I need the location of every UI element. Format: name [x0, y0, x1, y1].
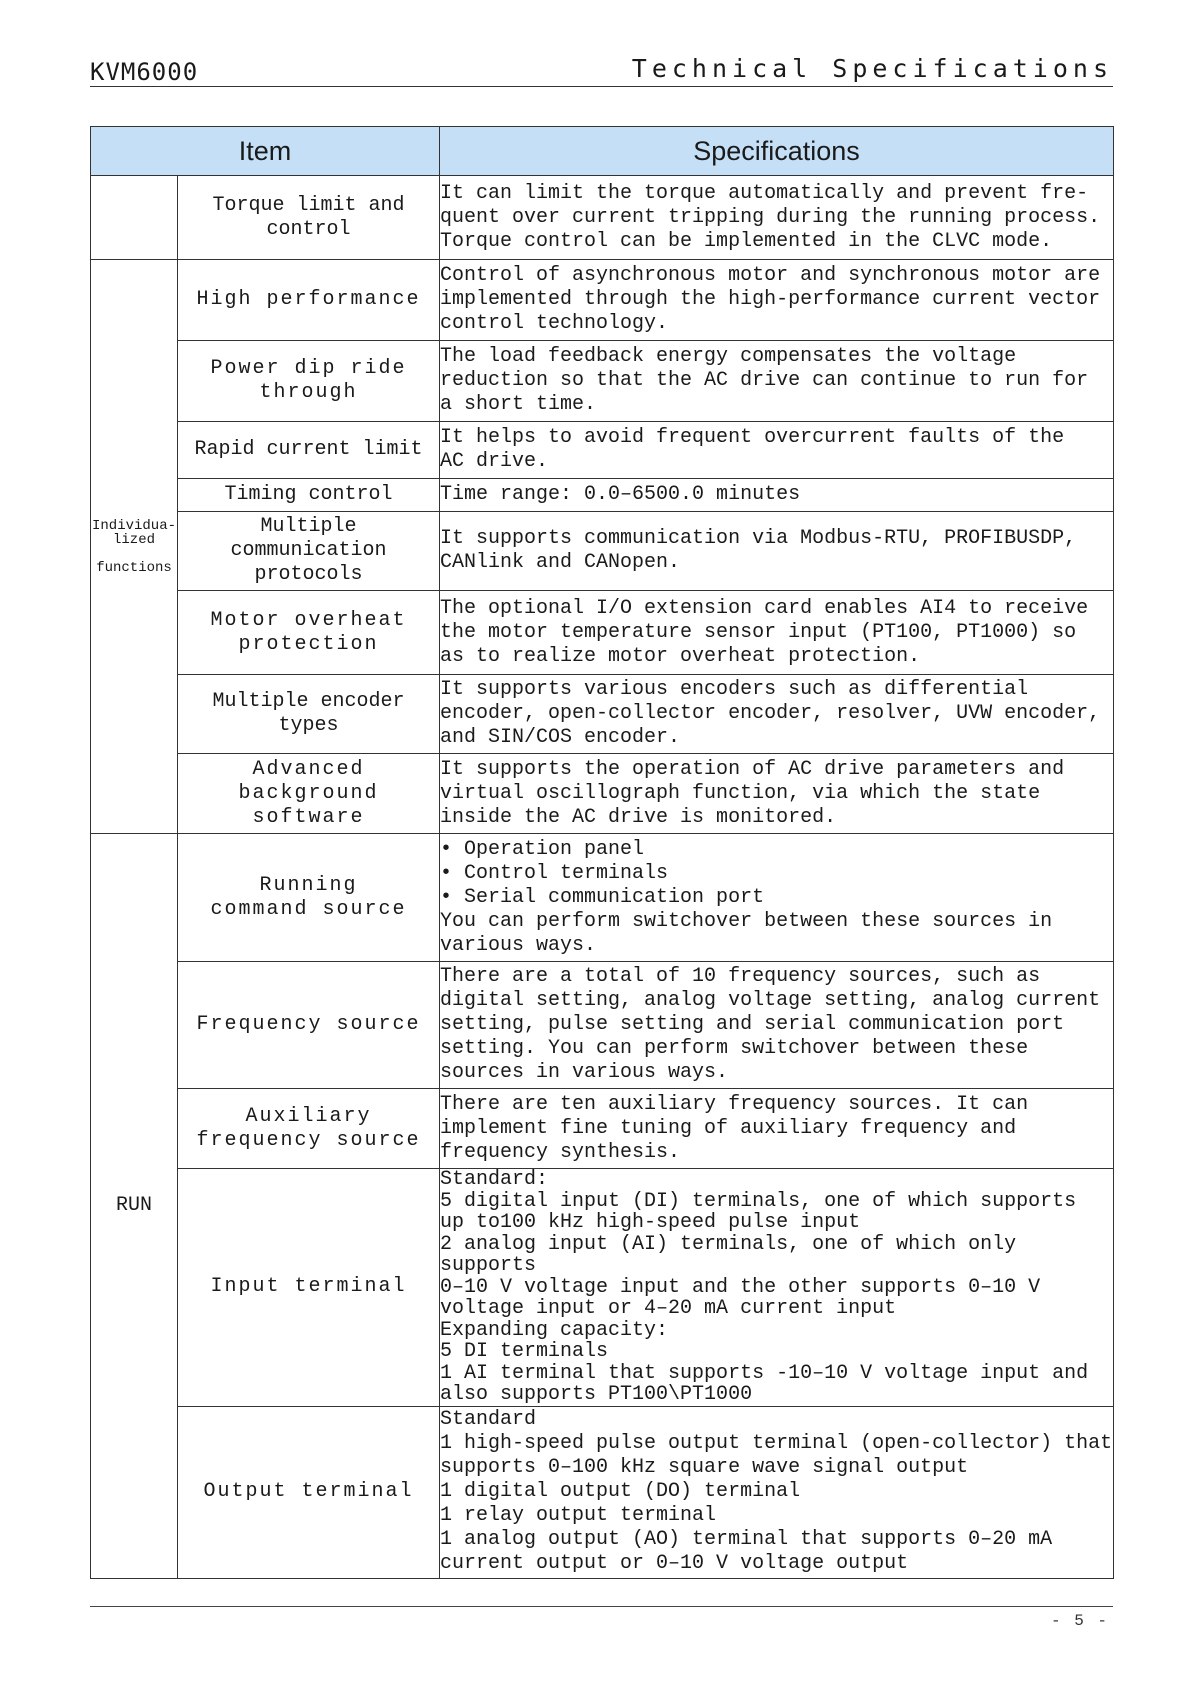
item-cell: Timing control — [178, 479, 440, 512]
table-row — [91, 260, 1114, 341]
table-row — [91, 591, 1114, 675]
category-cell-empty — [91, 176, 178, 260]
item-cell: Running command source — [178, 834, 440, 962]
spec-cell: There are a total of 10 frequency sources, such as digital setting, analog voltage setting, analog current setting, pulse setting and serial communication port setting. You can perform switchover between these sources in various ways. — [440, 962, 1114, 1089]
spec-cell: It supports communication via Modbus-RTU, PROFIBUSDP, CANlink and CANopen. — [440, 512, 1114, 591]
item-cell: High performance — [178, 260, 440, 341]
table-header-row — [91, 127, 1114, 176]
item-cell: Multiple communication protocols — [178, 512, 440, 591]
item-cell: Output terminal — [178, 1406, 440, 1578]
item-cell: Auxiliary frequency source — [178, 1089, 440, 1169]
spec-cell: It supports the operation of AC drive parameters and virtual oscillograph function, via which the state inside the AC drive is monitored. — [440, 754, 1114, 834]
item-cell: Advanced background software — [178, 754, 440, 834]
item-cell: Frequency source — [178, 962, 440, 1089]
product-name: KVM6000 — [90, 58, 199, 86]
item-cell: Motor overheat protection — [178, 591, 440, 675]
section-title: Technical Specifications — [631, 54, 1113, 83]
table-row — [91, 1406, 1114, 1578]
item-cell: Torque limit and control — [178, 176, 440, 260]
item-cell: Power dip ride through — [178, 341, 440, 422]
spec-cell: It can limit the torque automatically and prevent fre- quent over current tripping during the running process. Torque control can be implemented in the CLVC mode. — [440, 176, 1114, 260]
header-divider — [90, 86, 1113, 87]
table-row — [91, 834, 1114, 962]
table-row — [91, 422, 1114, 479]
item-cell: Input terminal — [178, 1169, 440, 1407]
table-row — [91, 962, 1114, 1089]
category-cell-run: RUN — [91, 834, 178, 1579]
footer-divider — [90, 1606, 1113, 1607]
spec-cell: Standard: 5 digital input (DI) terminals, one of which supports up to100 kHz high-speed pulse input 2 analog input (AI) terminals, one of which only supports 0–10 V voltage input and the other supports 0–10 V voltage input or 4–20 mA current input Expanding capacity: 5 DI terminals 1 AI terminal that supports -10–10 V voltage input and also supports PT100\PT1000 — [440, 1169, 1114, 1407]
category-cell-individualized-functions: Individua- lized functions — [91, 260, 178, 834]
spec-cell: The optional I/O extension card enables AI4 to receive the motor temperature sensor input (PT100, PT1000) so as to realize motor overheat protection. — [440, 591, 1114, 675]
table-row — [91, 341, 1114, 422]
spec-cell: • Operation panel • Control terminals • Serial communication port You can perform switchover between these sources in various ways. — [440, 834, 1114, 962]
column-header-specifications: Specifications — [440, 127, 1114, 176]
table-row — [91, 479, 1114, 512]
column-header-item: Item — [91, 127, 440, 176]
spec-cell: Standard 1 high-speed pulse output terminal (open-collector) that supports 0–100 kHz square wave signal output 1 digital output (DO) terminal 1 relay output terminal 1 analog output (AO) terminal that supports 0–20 mA current output or 0–10 V voltage output — [440, 1406, 1114, 1578]
spec-cell: It helps to avoid frequent overcurrent faults of the AC drive. — [440, 422, 1114, 479]
table-row — [91, 675, 1114, 754]
table-row — [91, 176, 1114, 260]
page-number: - 5 - — [1050, 1612, 1109, 1630]
item-cell: Multiple encoder types — [178, 675, 440, 754]
table-row — [91, 512, 1114, 591]
spec-cell: It supports various encoders such as differential encoder, open-collector encoder, resolver, UVW encoder, and SIN/COS encoder. — [440, 675, 1114, 754]
spec-cell: The load feedback energy compensates the voltage reduction so that the AC drive can continue to run for a short time. — [440, 341, 1114, 422]
spec-cell: There are ten auxiliary frequency sources. It can implement fine tuning of auxiliary frequency and frequency synthesis. — [440, 1089, 1114, 1169]
item-cell: Rapid current limit — [178, 422, 440, 479]
table-row — [91, 754, 1114, 834]
spec-cell: Control of asynchronous motor and synchronous motor are implemented through the high-performance current vector control technology. — [440, 260, 1114, 341]
table-row — [91, 1089, 1114, 1169]
spec-cell: Time range: 0.0–6500.0 minutes — [440, 479, 1114, 512]
table-row — [91, 1169, 1114, 1407]
specifications-table — [90, 126, 1114, 1579]
